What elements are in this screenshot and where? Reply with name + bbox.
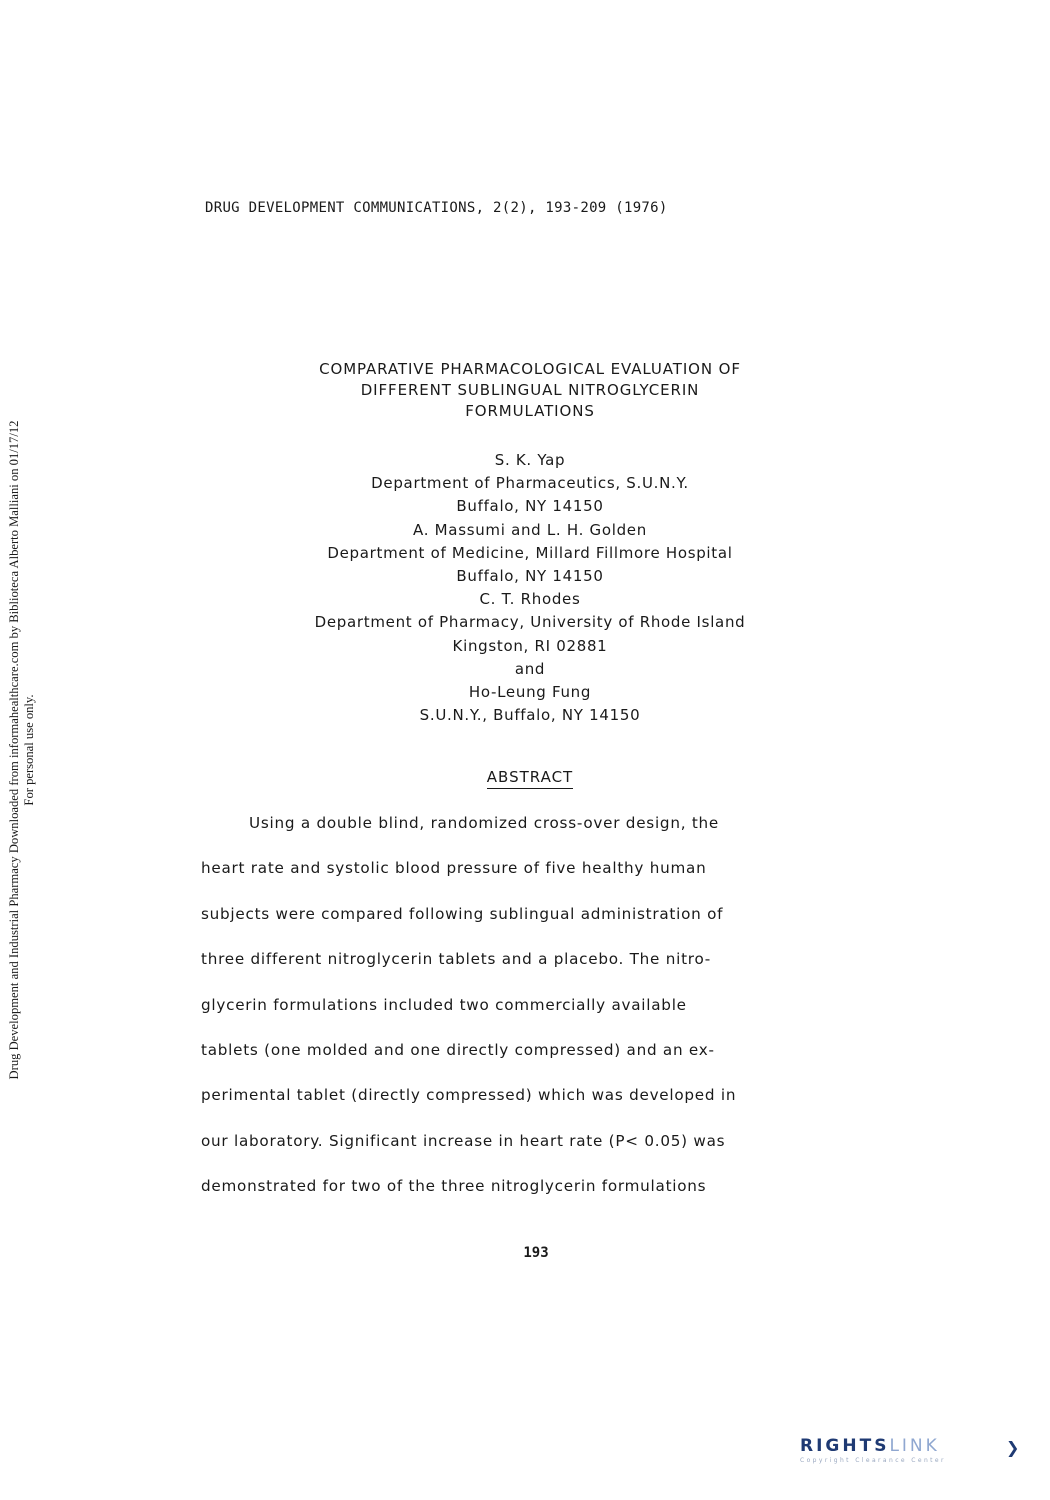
affiliation-line: Department of Medicine, Millard Fillmore Hospital (327, 543, 733, 562)
watermark-line-1: Drug Development and Industrial Pharmacy Downloaded from informahealthcare.com by Biblioteca Alberto Malliani on 01/17/12 (7, 420, 21, 1080)
address-line: Buffalo, NY 14150 (456, 567, 604, 586)
abstract-line: our laboratory. Significant increase in heart rate (P< 0.05) was (201, 1131, 726, 1150)
rightslink-tagline: Copyright Clearance Center (800, 1457, 946, 1464)
rightslink-logo[interactable] (800, 1436, 1030, 1472)
download-watermark (0, 310, 44, 1190)
abstract-line: Using a double blind, randomized cross-over design, the (249, 814, 720, 832)
journal-citation: DRUG DEVELOPMENT COMMUNICATIONS, 2(2), 193-209 (1976) (205, 200, 668, 216)
title-line-2: DIFFERENT SUBLINGUAL NITROGLYCERIN (360, 381, 700, 399)
author-line: C. T. Rhodes (479, 590, 581, 609)
conjunction-line: and (514, 659, 546, 678)
abstract-heading (200, 768, 860, 786)
abstract-line: tablets (one molded and one directly compressed) and an ex- (201, 1040, 715, 1059)
page-number: 193 (523, 1245, 549, 1261)
affiliation-line: Department of Pharmacy, University of Rhode Island (314, 613, 746, 632)
abstract-line: demonstrated for two of the three nitroglycerin formulations (201, 1177, 707, 1196)
abstract-line: glycerin formulations included two commercially available (201, 995, 687, 1014)
address-line: S.U.N.Y., Buffalo, NY 14150 (419, 706, 641, 725)
title-line-1: COMPARATIVE PHARMACOLOGICAL EVALUATION OF (319, 360, 741, 378)
abstract-heading-text: ABSTRACT (487, 768, 573, 789)
abstract-line: perimental tablet (directly compressed) which was developed in (201, 1086, 737, 1105)
address-line: Buffalo, NY 14150 (456, 497, 604, 516)
affiliation-line: Department of Pharmaceutics, S.U.N.Y. (371, 474, 689, 493)
title-line-3: FORMULATIONS (465, 402, 595, 420)
author-line: Ho-Leung Fung (468, 683, 592, 702)
watermark-line-2: For personal use only. (22, 694, 36, 806)
author-block (200, 449, 860, 727)
abstract-line: heart rate and systolic blood pressure of five healthy human (201, 859, 707, 878)
rightslink-wordmark: RIGHTSLINK (800, 1436, 940, 1456)
abstract-line: three different nitroglycerin tablets and a placebo. The nitro- (201, 950, 711, 969)
address-line: Kingston, RI 02881 (452, 636, 608, 655)
abstract-line: subjects were compared following sublingual administration of (201, 904, 724, 923)
author-line: A. Massumi and L. H. Golden (413, 520, 647, 539)
author-line: S. K. Yap (494, 451, 566, 469)
paper-title (200, 359, 860, 422)
chevron-right-icon: ❯ (1006, 1438, 1020, 1457)
abstract-text (201, 814, 861, 1223)
